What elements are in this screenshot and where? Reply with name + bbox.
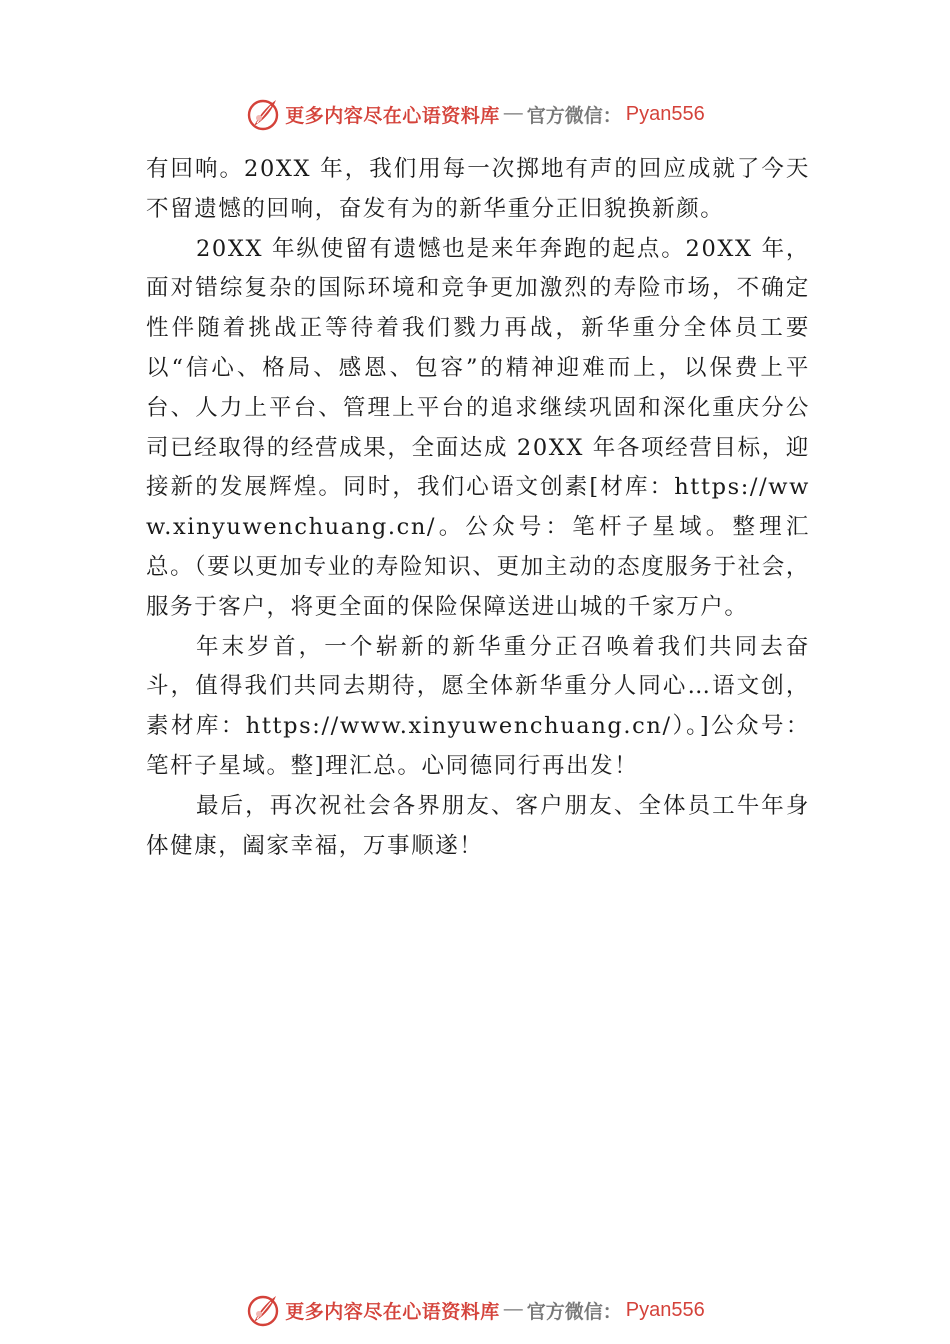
banner-dash: —: [503, 1299, 523, 1320]
paragraph-1: 有回响。20XX 年，我们用每一次掷地有声的回应成就了今天不留遗憾的回响，奋发有为的新华重分正旧貌换新颜。: [146, 156, 810, 222]
banner-site-text: 更多内容尽在心语资料库: [285, 1300, 500, 1323]
banner-wechat-label: 官方微信：: [526, 104, 622, 127]
footer-banner: [0, 1290, 950, 1330]
header-banner: [0, 94, 950, 134]
banner-wechat-id: Pyan556: [625, 102, 705, 125]
paragraph-2: 20XX 年纵使留有遗憾也是来年奔跑的起点。20XX 年，面对错综复杂的国际环境和竞争更加激烈的寿险市场，不确定性伴随着挑战正等待着我们戮力再战，新华重分全体员工要以“信心、格局、感恩、包容”的精神迎难而上，以保费上平台、人力上平台、管理上平台的追求继续巩固和深化重庆分公司已经取得的经营成果，全面达成 20XX 年各项经营目标，迎接新的发展辉煌。同时，我们心语文创素[材库：https://www.xinyuwenchuang.cn/。公众号：笔杆子星域。整理汇总。（要以更加专业的寿险知识、更加主动的态度服务于社会，服务于客户，将更全面的保险保障送进山城的千家万户。: [146, 235, 810, 620]
banner-dash: —: [503, 103, 523, 124]
feather-pen-logo-icon: [245, 1292, 281, 1328]
feather-pen-logo-icon: [245, 96, 281, 132]
document-body: [146, 150, 810, 866]
paragraph-4: 最后，再次祝社会各界朋友、客户朋友、全体员工牛年身体健康，阖家幸福，万事顺遂！: [146, 792, 810, 859]
banner-site-text: 更多内容尽在心语资料库: [285, 104, 500, 127]
paragraph-3: 年末岁首，一个崭新的新华重分正召唤着我们共同去奋斗，值得我们共同去期待，愿全体新华重分人同心…语文创，素材库：https://www.xinyuwenchuang.cn/）。]公众号：笔杆子星域。整]理汇总。心同德同行再出发！: [146, 633, 810, 779]
banner-wechat-id: Pyan556: [625, 1298, 705, 1321]
banner-wechat-label: 官方微信：: [526, 1300, 622, 1323]
